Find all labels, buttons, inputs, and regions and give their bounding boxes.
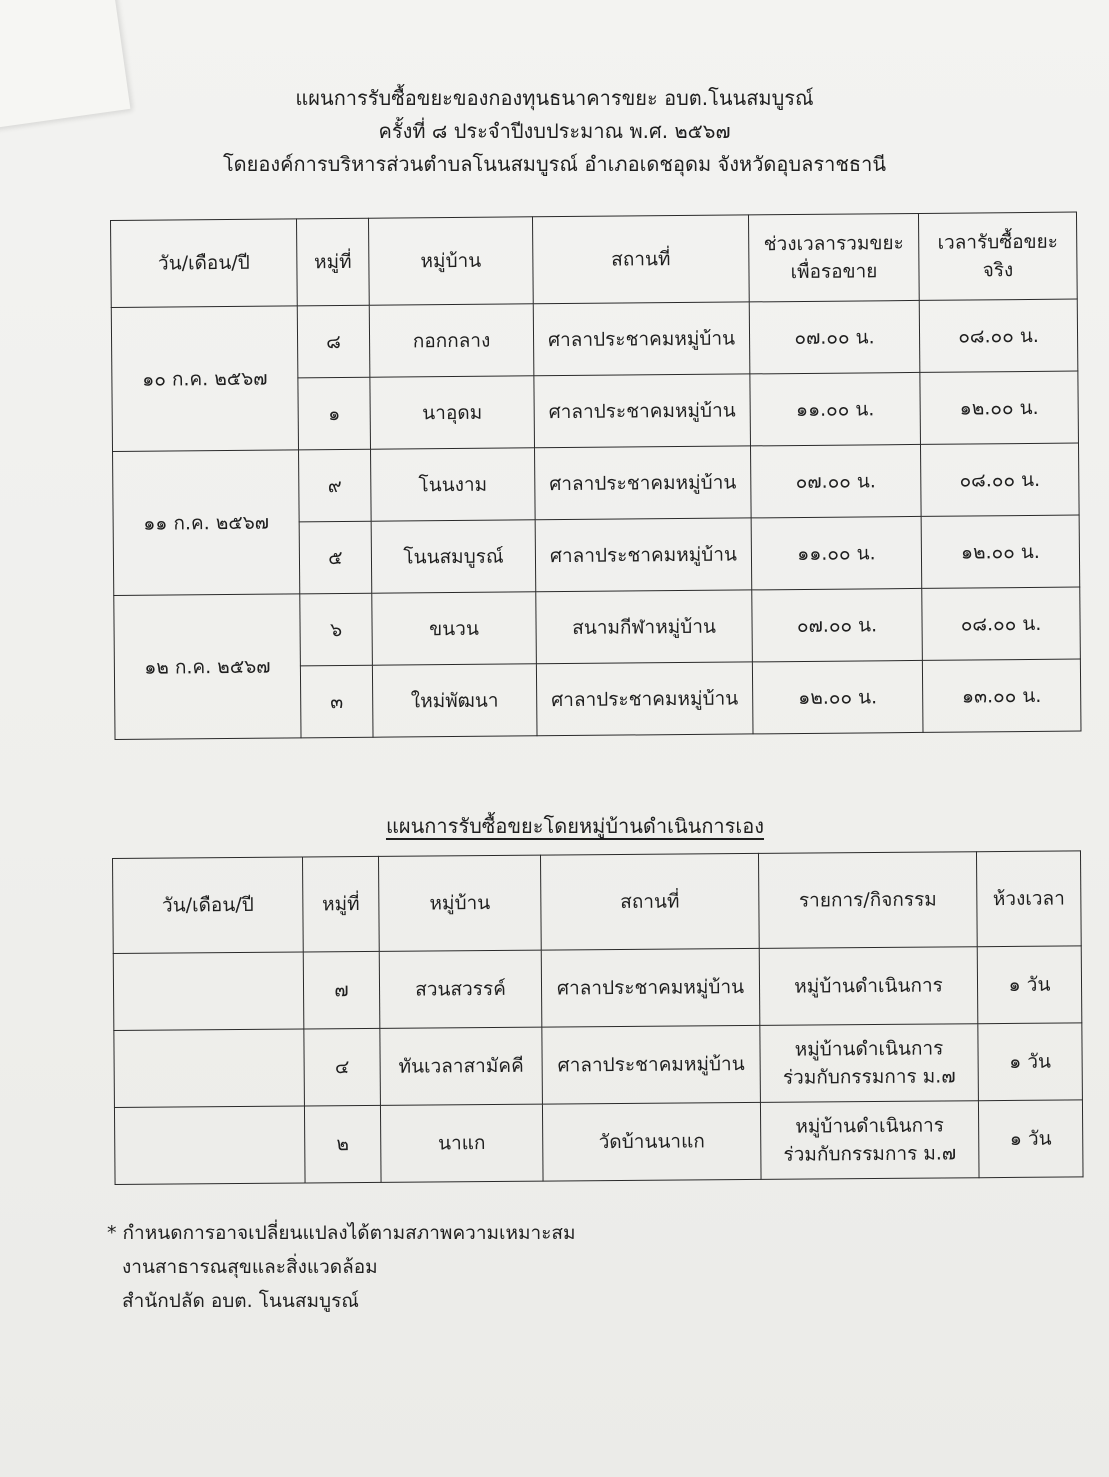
note-line: * กำหนดการอาจเปลี่ยนแปลงได้ตามสภาพความเหมาะสม (107, 1222, 576, 1244)
header-village: หมู่บ้าน (378, 855, 541, 951)
place-cell: ศาลาประชาคมหมู่บ้าน (534, 374, 751, 448)
village-cell: กอกกลาง (369, 304, 534, 377)
village-cell: ทันเวลาสามัคคี (380, 1027, 543, 1105)
header-place: สถานที่ (540, 853, 759, 950)
moo-cell: ๕ (299, 521, 372, 594)
buy-time-cell: ๐๘.๐๐ น. (919, 299, 1078, 372)
activity-line-1: หมู่บ้านดำเนินการ (794, 974, 943, 998)
moo-cell: ๒ (304, 1105, 381, 1183)
buy-time-cell: ๑๒.๐๐ น. (920, 371, 1079, 444)
buy-time-cell: ๑๒.๐๐ น. (921, 515, 1080, 588)
collect-time-cell: ๐๗.๐๐ น. (749, 300, 920, 373)
place-cell: ศาลาประชาคมหมู่บ้าน (535, 518, 752, 592)
header-collect-time: ช่วงเวลารวมขยะเพื่อรอขาย (748, 213, 919, 301)
header-moo: หมู่ที่ (302, 856, 379, 952)
section-subtitle: แผนการรับซื้อขยะโดยหมู่บ้านดำเนินการเอง (385, 814, 765, 838)
date-cell (113, 952, 304, 1030)
collect-time-cell: ๑๑.๐๐ น. (750, 372, 921, 445)
header-date: วัน/เดือน/ปี (111, 219, 298, 308)
place-cell: วัดบ้านนาแก (542, 1102, 761, 1181)
header-date: วัน/เดือน/ปี (113, 857, 304, 953)
activity-cell (760, 1101, 979, 1180)
title-line-3: โดยองค์การบริหารส่วนตำบลโนนสมบูรณ์ อำเภอเดชอุดม จังหวัดอุบลราชธานี (222, 152, 887, 176)
village-cell: นาอุดม (370, 376, 535, 449)
date-cell (114, 1029, 305, 1107)
moo-cell: ๑ (298, 377, 371, 450)
place-cell: ศาลาประชาคมหมู่บ้าน (536, 662, 753, 736)
date-cell: ๑๐ ก.ค. ๒๕๖๗ (111, 306, 298, 452)
place-cell: ศาลาประชาคมหมู่บ้าน (533, 302, 750, 376)
table-row (114, 587, 1081, 667)
header-period: ห้วงเวลา (976, 851, 1081, 947)
table-header-row (113, 851, 1082, 954)
date-cell: ๑๑ ก.ค. ๒๕๖๗ (113, 450, 300, 596)
place-cell: สนามกีฬาหมู่บ้าน (536, 590, 753, 664)
table-row (111, 299, 1078, 379)
moo-cell: ๗ (303, 951, 380, 1029)
office-line: สำนักปลัด อบต. โนนสมบูรณ์ (122, 1290, 359, 1312)
village-cell: โนนงาม (371, 448, 536, 521)
activity-line-1: หมู่บ้านดำเนินการ (795, 1114, 945, 1138)
header-activity: รายการ/กิจกรรม (758, 852, 977, 949)
header-moo: หมู่ที่ (296, 218, 369, 306)
moo-cell: ๖ (300, 593, 373, 666)
header-place: สถานที่ (532, 215, 749, 304)
place-cell: ศาลาประชาคมหมู่บ้าน (535, 446, 752, 520)
place-cell: ศาลาประชาคมหมู่บ้าน (542, 1025, 761, 1104)
moo-cell: ๓ (300, 665, 373, 738)
moo-cell: ๙ (299, 449, 372, 522)
document-header (0, 82, 1109, 181)
date-cell (114, 1106, 305, 1184)
village-cell: สวนสวรรค์ (379, 950, 542, 1028)
moo-cell: ๘ (297, 305, 370, 378)
moo-cell: ๔ (304, 1028, 381, 1106)
village-cell: นาแก (380, 1104, 543, 1182)
collect-time-cell: ๑๒.๐๐ น. (752, 660, 923, 733)
collect-time-cell: ๐๗.๐๐ น. (752, 588, 923, 661)
header-village: หมู่บ้าน (368, 217, 533, 305)
period-cell: ๑ วัน (978, 1100, 1083, 1178)
activity-line-2: ร่วมกับกรรมการ ม.๗ (783, 1142, 957, 1166)
village-cell: โนนสมบูรณ์ (371, 520, 536, 593)
village-cell: ขนวน (372, 592, 537, 665)
table-row (114, 1023, 1083, 1108)
buy-time-cell: ๐๘.๐๐ น. (922, 587, 1081, 660)
table-row (114, 1100, 1083, 1185)
village-cell: ใหม่พัฒนา (372, 664, 537, 737)
collect-time-cell: ๐๗.๐๐ น. (750, 444, 921, 517)
activity-line-1: หมู่บ้านดำเนินการ (794, 1037, 944, 1061)
village-managed-table (112, 850, 1084, 1185)
activity-line-2: ร่วมกับกรรมการ ม.๗ (782, 1065, 956, 1089)
place-cell: ศาลาประชาคมหมู่บ้าน (541, 948, 760, 1027)
table-header-row (111, 212, 1078, 307)
table-row (113, 443, 1080, 523)
activity-cell (759, 947, 978, 1026)
title-line-2: ครั้งที่ ๘ ประจำปีงบประมาณ พ.ศ. ๒๕๖๗ (378, 119, 731, 143)
table-row (113, 946, 1082, 1031)
schedule-table (110, 212, 1082, 740)
collect-time-cell: ๑๑.๐๐ น. (751, 516, 922, 589)
footer-notes (107, 1216, 576, 1318)
buy-time-cell: ๐๘.๐๐ น. (920, 443, 1079, 516)
title-line-1: แผนการรับซื้อขยะของกองทุนธนาคารขยะ อบต.โนนสมบูรณ์ (295, 86, 814, 110)
period-cell: ๑ วัน (977, 946, 1082, 1024)
period-cell: ๑ วัน (978, 1023, 1083, 1101)
department-line: งานสาธารณสุขและสิ่งแวดล้อม (122, 1256, 378, 1278)
date-cell: ๑๒ ก.ค. ๒๕๖๗ (114, 594, 301, 740)
header-buy-time: เวลารับซื้อขยะจริง (918, 212, 1077, 300)
buy-time-cell: ๑๓.๐๐ น. (922, 659, 1081, 732)
activity-cell (760, 1024, 979, 1103)
